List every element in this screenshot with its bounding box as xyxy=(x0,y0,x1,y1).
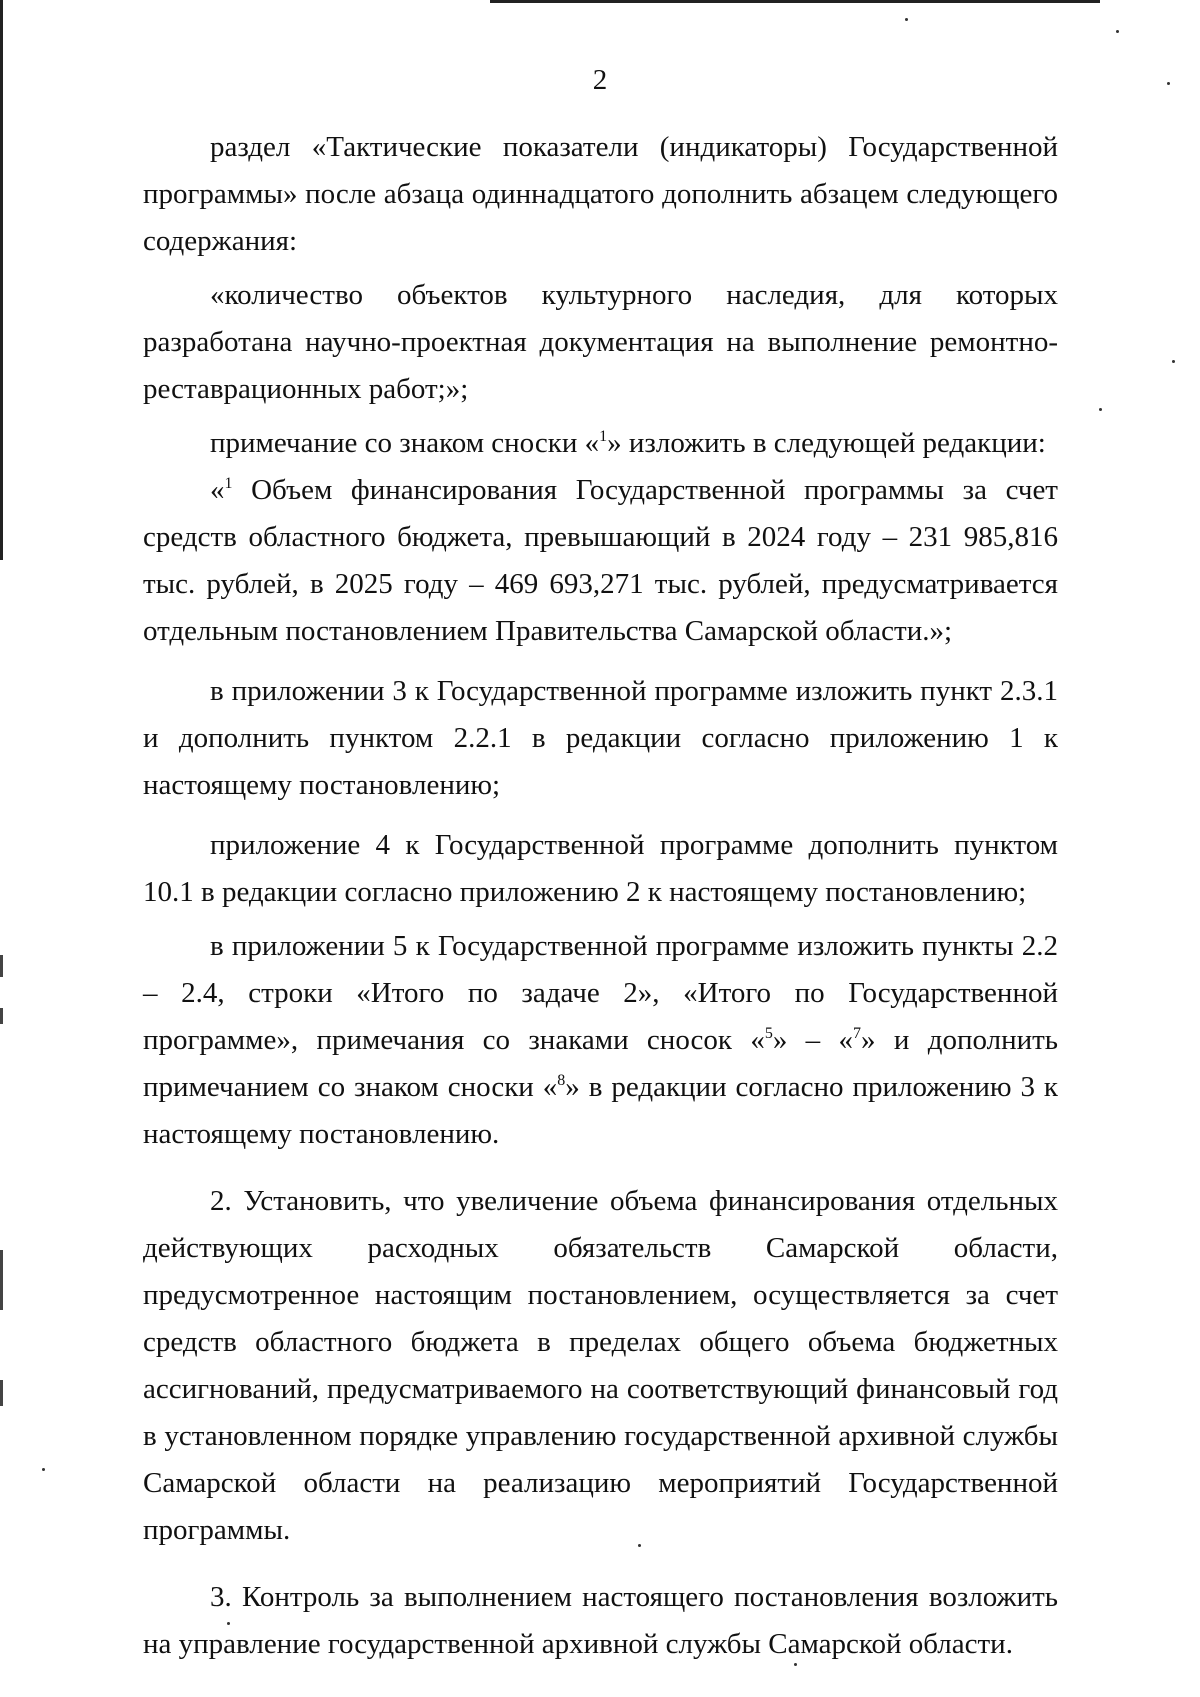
scan-speck xyxy=(1099,408,1102,411)
document-body xyxy=(143,124,1058,1668)
paragraph-appendix-3: в приложении 3 к Государственной программе изложить пункт 2.3.1 и дополнить пунктом 2.2.1 в редакции согласно приложению 1 к настоящему постановлению; xyxy=(143,675,1058,801)
scan-speck xyxy=(1116,30,1119,33)
footnote-mark: 5 xyxy=(764,1025,773,1042)
scan-speck xyxy=(1172,360,1175,363)
scan-margin-mark xyxy=(0,1008,3,1024)
paragraph-item-3-control: 3. Контроль за выполнением настоящего постановления возложить на управление государственной архивной службы Самарской области. xyxy=(143,1581,1058,1660)
paragraph-appendix-4: приложение 4 к Государственной программе дополнить пунктом 10.1 в редакции согласно приложению 2 к настоящему постановлению; xyxy=(143,829,1058,908)
text-span: » и дополнить примечанием со знаком сноски « xyxy=(143,1024,1059,1103)
footnote-mark: 8 xyxy=(557,1072,566,1089)
text-span: в приложении 5 к Государственной программе изложить пункты 2.2 – 2.4, строки «Итого по задаче 2», «Итого по Государственной программе», примечания со знаками сносок « xyxy=(143,930,1058,1056)
paragraph-footnote-note xyxy=(143,420,1058,467)
text-span: » – « xyxy=(772,1024,854,1056)
scan-margin-mark xyxy=(0,955,3,977)
text-span: « xyxy=(210,474,225,506)
scan-edge-top xyxy=(490,0,1100,3)
paragraph-item-2-funding: 2. Установить, что увеличение объема финансирования отдельных действующих расходных обязательств Самарской области, предусмотренное настоящим постановлением, осуществляется за счет средств областного бюджета в пределах общего объема бюджетных ассигнований, предусматриваемого на соответствующий финансовый год в установленном порядке управлению государственной архивной службы Самарской области на реализацию мероприятий Государственной программы. xyxy=(143,1185,1058,1546)
text-span: » изложить в следующей редакции: xyxy=(607,427,1046,459)
footnote-mark: 7 xyxy=(853,1025,862,1042)
scan-margin-mark xyxy=(0,1250,3,1310)
footnote-mark: 1 xyxy=(599,428,608,445)
page-number: 2 xyxy=(592,64,608,96)
text-span: примечание со знаком сноски « xyxy=(210,427,600,459)
paragraph-footnote-text xyxy=(143,467,1058,655)
text-span: » в редакции согласно приложению 3 к настоящему постановлению. xyxy=(143,1071,1058,1150)
paragraph-appendix-5 xyxy=(143,923,1058,1158)
text-span: Объем финансирования Государственной программы за счет средств областного бюджета, превышающий в 2024 году – 231 985,816 тыс. рублей, в 2025 году – 469 693,271 тыс. рублей, предусматривается отдельным постановлением Правительства Самарской области.»; xyxy=(143,474,1058,647)
paragraph-tactical-indicators: раздел «Тактические показатели (индикаторы) Государственной программы» после абзаца одиннадцатого дополнить абзацем следующего содержания: xyxy=(143,131,1058,257)
footnote-mark: 1 xyxy=(224,475,233,492)
scan-speck xyxy=(905,18,908,21)
scan-margin-mark xyxy=(0,1380,3,1406)
paragraph-quoted-indicator: «количество объектов культурного наследия, для которых разработана научно-проектная документация на выполнение ремонтно-реставрационных работ;»; xyxy=(143,279,1058,405)
scan-speck xyxy=(42,1468,45,1471)
